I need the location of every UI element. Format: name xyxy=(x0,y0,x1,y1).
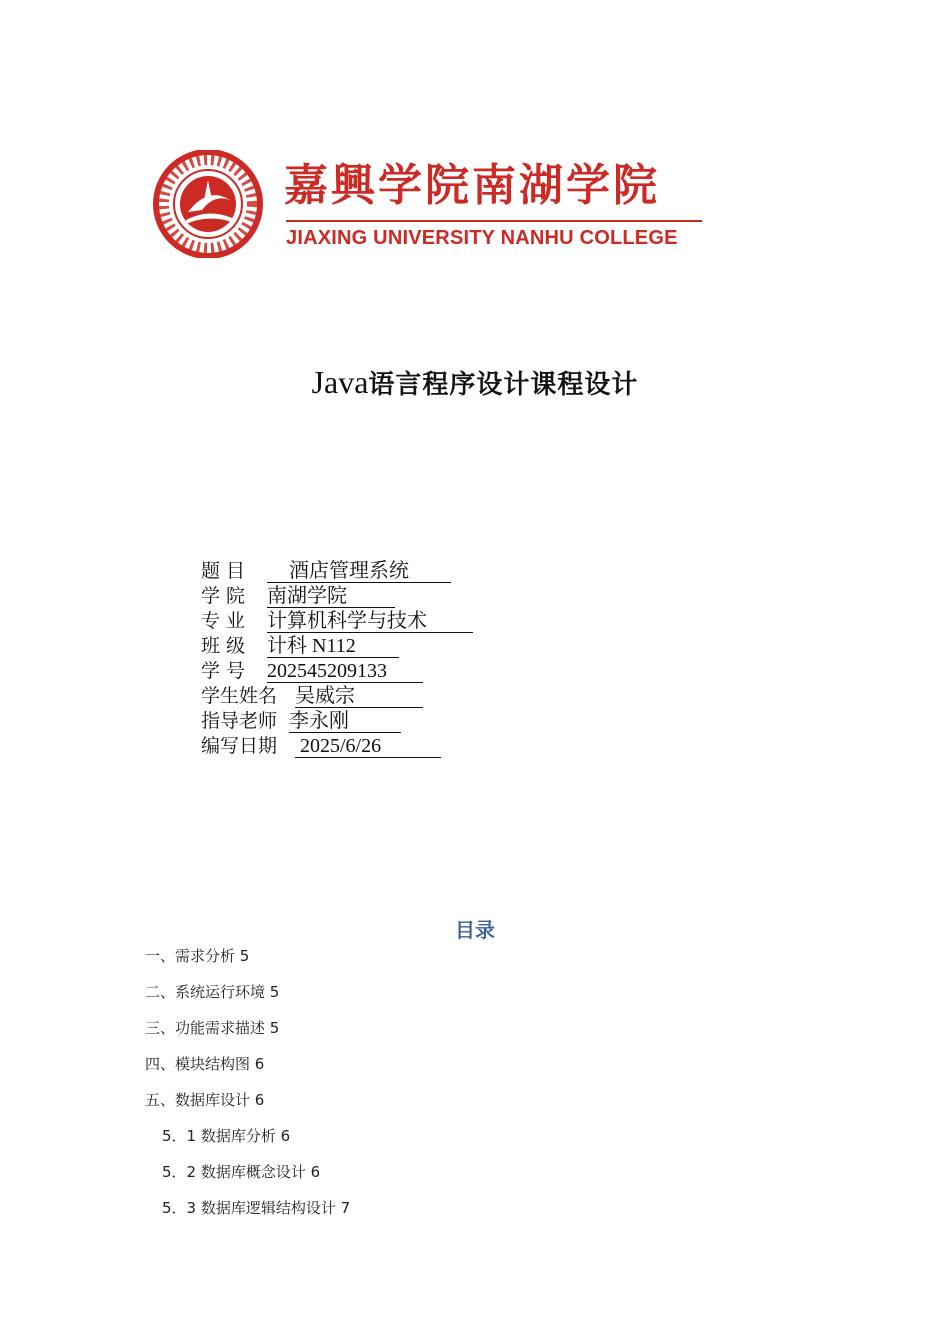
toc-subitem[interactable]: 5．1 数据库分析 6 xyxy=(162,1127,291,1145)
college-logo xyxy=(152,150,702,258)
course-title-latin: Java xyxy=(311,364,369,400)
info-label: 指导老师 xyxy=(201,710,278,732)
toc-item[interactable]: 一、需求分析 5 xyxy=(145,947,250,965)
cover-info xyxy=(201,558,473,758)
info-label: 专 业 xyxy=(201,610,246,632)
toc-item[interactable]: 五、数据库设计 6 xyxy=(145,1091,265,1109)
college-name-en: JIAXING UNIVERSITY NANHU COLLEGE xyxy=(286,227,678,249)
course-title-cjk: 语言程序设计课程设计 xyxy=(368,370,639,400)
info-label: 学生姓名 xyxy=(201,685,278,707)
info-row-class xyxy=(201,633,473,658)
course-title xyxy=(0,364,950,401)
info-label: 题 目 xyxy=(201,560,246,582)
info-value: 2025/6/26 xyxy=(295,736,441,758)
info-row-student-name xyxy=(201,683,473,708)
college-seal-icon xyxy=(152,150,268,258)
info-value: 吴威宗 xyxy=(295,686,423,708)
info-row-topic xyxy=(201,558,473,583)
info-label: 学 院 xyxy=(201,585,246,607)
info-row-major xyxy=(201,608,473,633)
toc-subitem[interactable]: 5．3 数据库逻辑结构设计 7 xyxy=(162,1199,351,1217)
info-value: 南湖学院 xyxy=(267,586,395,608)
info-value: 酒店管理系统 xyxy=(267,561,451,583)
info-value: 202545209133 xyxy=(267,661,423,683)
info-row-college xyxy=(201,583,473,608)
info-value: 李永刚 xyxy=(289,711,401,733)
info-row-date xyxy=(201,733,473,758)
info-label: 学 号 xyxy=(201,660,246,682)
info-label: 班 级 xyxy=(201,635,246,657)
info-row-advisor xyxy=(201,708,473,733)
college-name-cn: 嘉興学院南湖学院 xyxy=(284,160,660,211)
logo-divider xyxy=(286,220,702,222)
toc-subitem[interactable]: 5．2 数据库概念设计 6 xyxy=(162,1163,321,1181)
info-row-student-id xyxy=(201,658,473,683)
toc-item[interactable]: 二、系统运行环境 5 xyxy=(145,983,280,1001)
table-of-contents xyxy=(145,944,350,1232)
info-label: 编写日期 xyxy=(201,735,278,757)
toc-title: 目录 xyxy=(455,918,495,942)
toc-item[interactable]: 四、模块结构图 6 xyxy=(145,1055,265,1073)
info-value: 计算机科学与技术 xyxy=(267,611,473,633)
toc-item[interactable]: 三、功能需求描述 5 xyxy=(145,1019,280,1037)
info-value: 计科 N112 xyxy=(267,636,399,658)
